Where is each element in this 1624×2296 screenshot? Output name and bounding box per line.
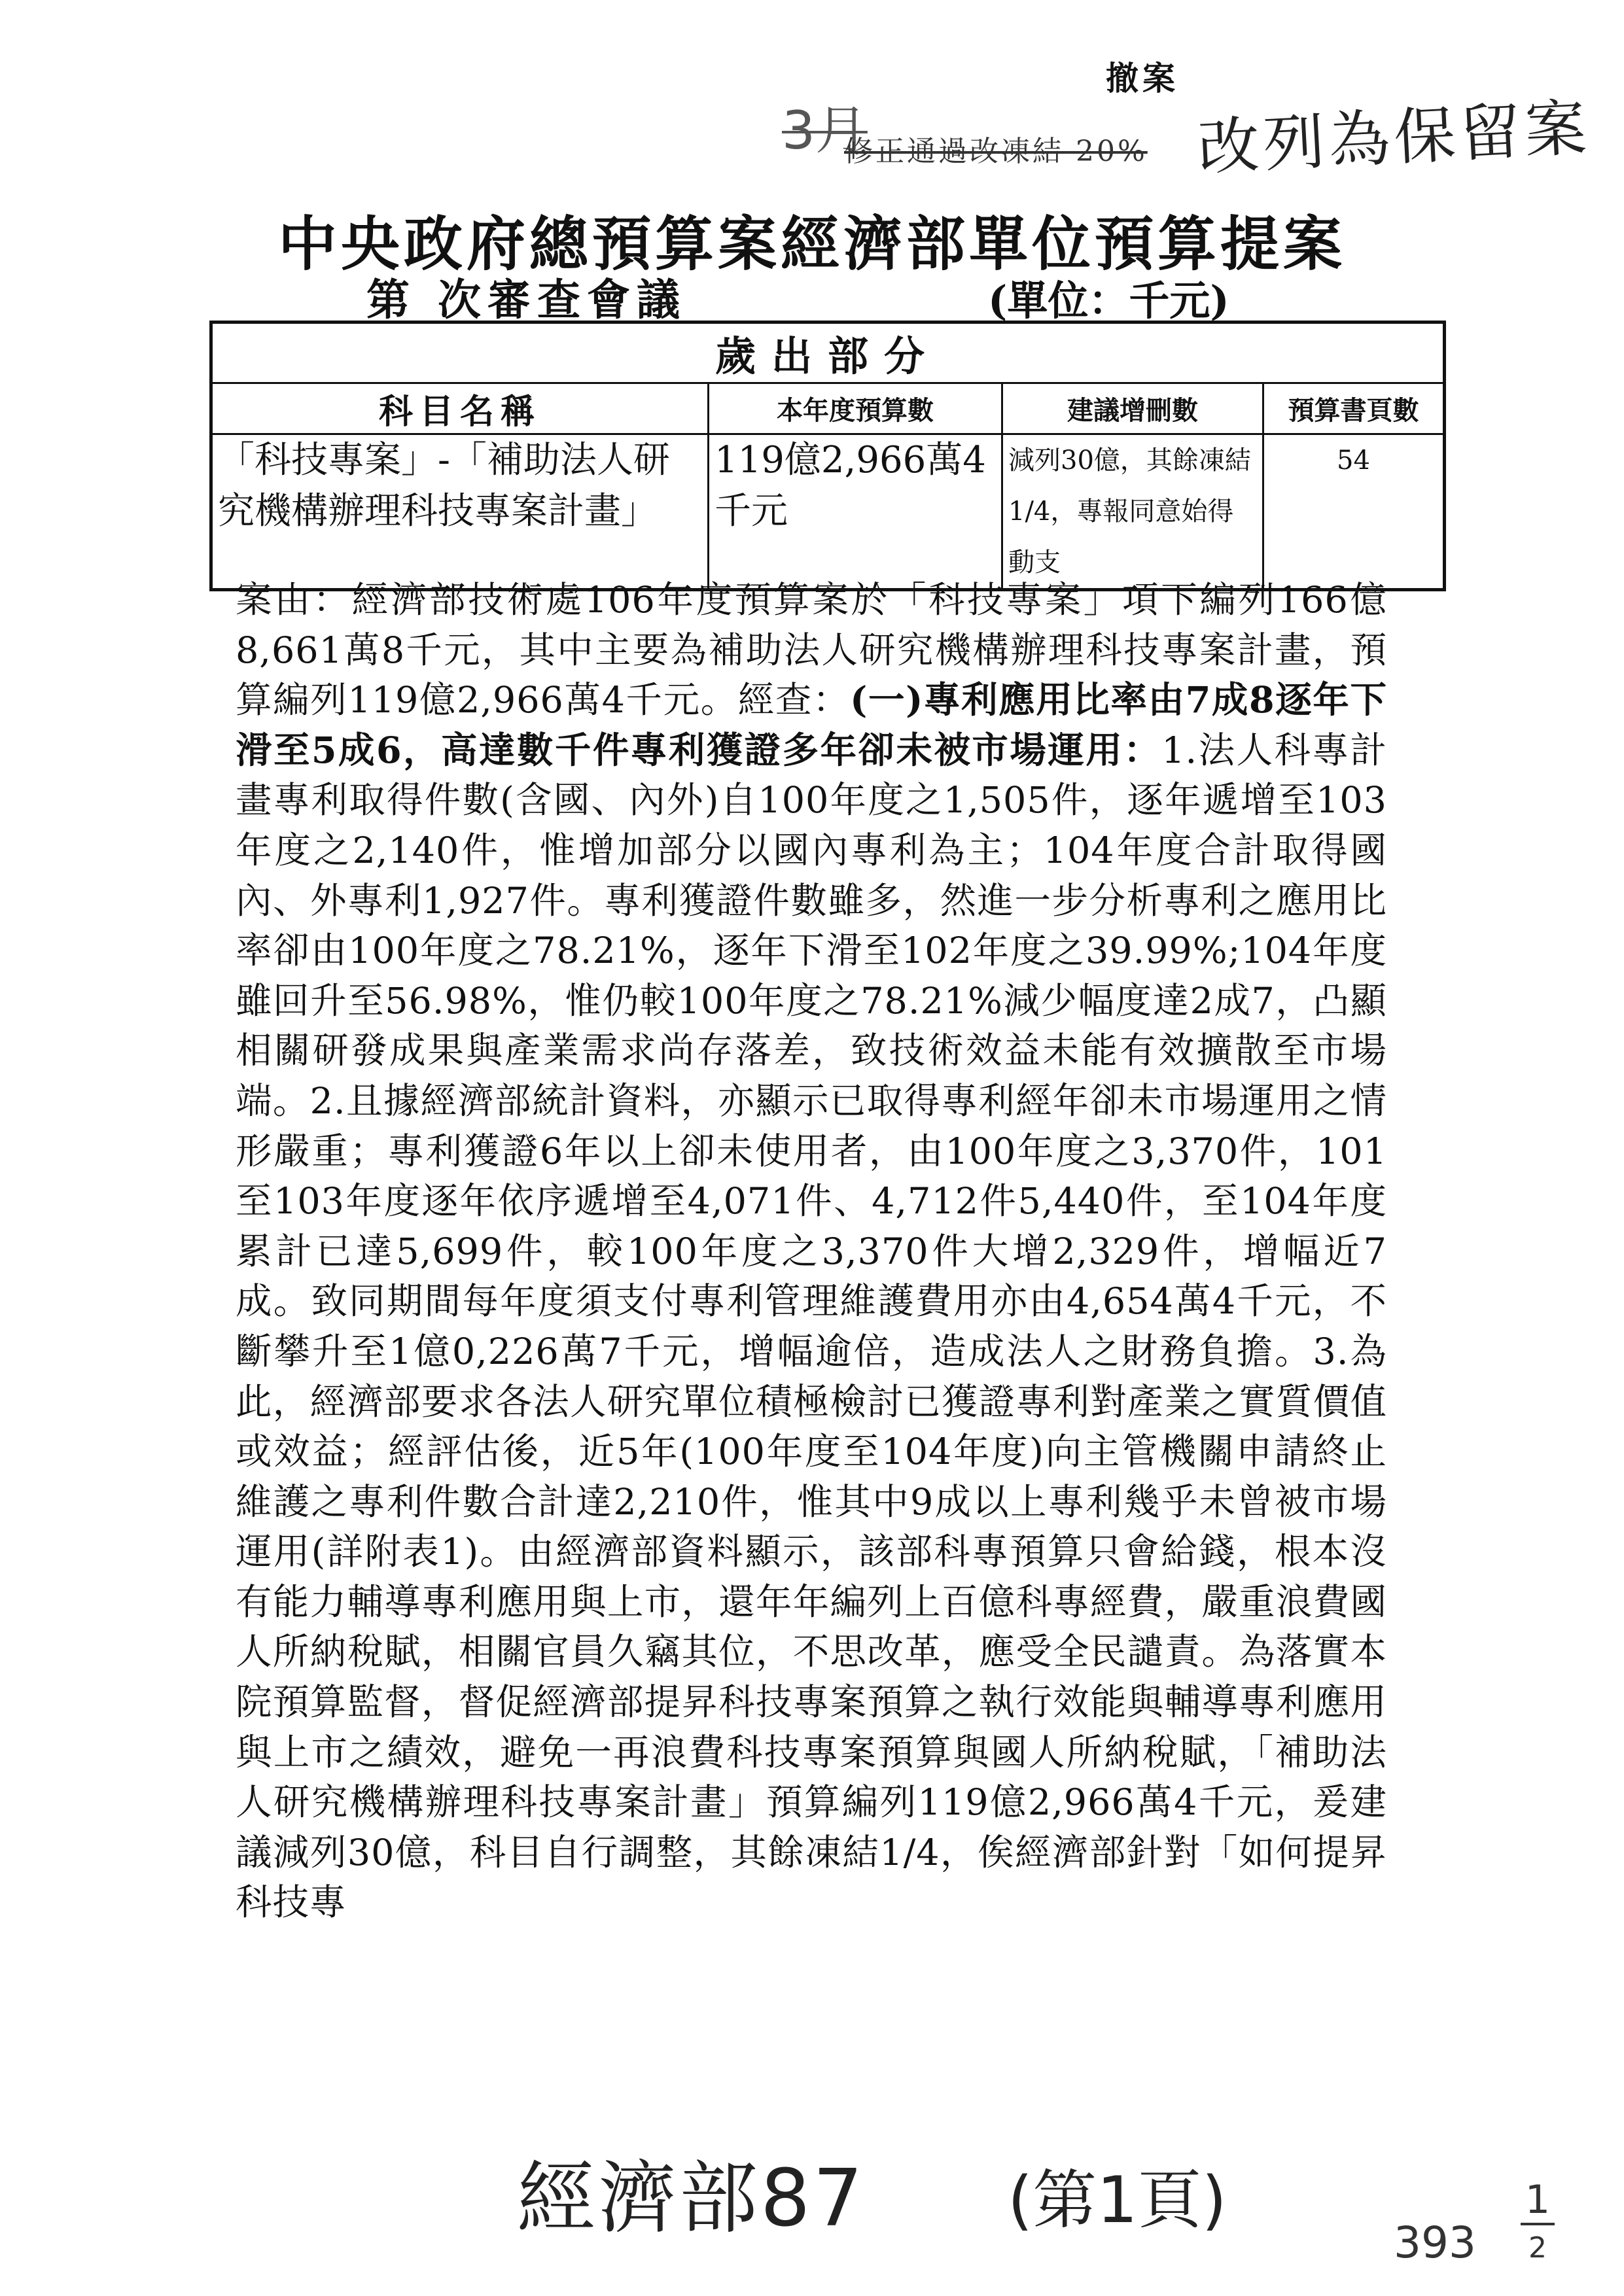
corner-fraction-top: 1 — [1525, 2177, 1551, 2223]
withdraw-stamp: 撤案 — [1106, 59, 1179, 97]
struck-mark: 3月 — [782, 100, 868, 161]
cell-item-name: 「科技專案」-「補助法人研究機構辦理科技專案計畫」 — [211, 434, 709, 590]
table-row — [211, 434, 1445, 590]
page-title: 中央政府總預算案經濟部單位預算提案 — [278, 209, 1346, 279]
handwritten-page-label: (第1頁) — [1008, 2163, 1227, 2238]
cell-budget-amount: 119億2,966萬4千元 — [709, 434, 1002, 590]
case-heading: (一)專利應用比率由7成8逐年下滑至5成6，高達數千件專利獲證多年卻未被市場運用： — [236, 679, 1387, 772]
case-content: 1.法人科專計畫專利取得件數(含國、內外)自100年度之1,505件，逐年遞增至103年度之2,140件，惟增加部分以國內專利為主；104年度合計取得國內、外專利1,927件。專利獲證件數雖多，然進一步分析專利之應用比率卻由100年度之78.21%，逐年下滑至102年度之39.99%;104年度雖回升至56.98%，惟仍較100年度之78.21%減少幅度達2成7，凸顯相關研發成果與產業需求尚存落差，致技術效益未能有效擴散至市場端。2.且據經濟部統計資料，亦顯示已取得專利經年卻未市場運用之情形嚴重；專利獲證6年以上卻未使用者，由100年度之3,370件，101至103年度逐年依序遞增至4,071件、4,712件5,440件，至104年度累計已達5,699件，較100年度之3,370件大增2,329件，增幅近7成。致同期間每年度須支付專利管理維護費用亦由4,654萬4千元，不斷攀升至1億0,226萬7千元，增幅逾倍，造成法人之財務負擔。3.為此，經濟部要求各法人研究單位積極檢討已獲證專利對產業之實質價值或效益；經評估後，近5年(100年度至104年度)向主管機關申請終止維護之專利件數合計達2,210件，惟其中9成以上專利幾乎未曾被市場運用(詳附表1)。由經濟部資料顯示，該部科專預算只會給錢，根本沒有能力輔導專利應用與上市，還年年編列上百億科專經費，嚴重浪費國人所納稅賦，相關官員久竊其位，不思改革，應受全民譴責。為落實本院預算監督，督促經濟部提昇科技專案預算之執行效能與輔導專利應用與上市之績效，避免一再浪費科技專案預算與國人所納稅賦，「補助法人研究機構辦理科技專案計畫」預算編列119億2,966萬4千元，爰建議減列30億，科目自行調整，其餘凍結1/4，俟經濟部針對「如何提昇科技專 — [236, 729, 1387, 1924]
handwritten-department-label: 經濟部87 — [517, 2153, 866, 2244]
header-page: 預算書頁數 — [1263, 383, 1445, 434]
handwritten-change-note: 改列為保留案 — [1196, 92, 1592, 184]
case-intro: 案由：經濟部技術處106年度預算案於「科技專案」項下編列166億8,661萬8千元，其中主要為補助法人研究機構辦理科技專案計畫，預算編列119億2,966萬4千元。經查： — [236, 579, 1387, 722]
corner-fraction-bottom: 2 — [1528, 2231, 1547, 2265]
corner-number: 393 — [1394, 2218, 1476, 2268]
case-body — [236, 576, 1387, 1928]
struck-amendment-text: 修正通過改凍結 20% — [844, 135, 1148, 168]
section-header: 歲出部分 — [211, 322, 1445, 383]
cell-page: 54 — [1263, 434, 1445, 590]
header-suggestion: 建議增刪數 — [1002, 383, 1263, 434]
meeting-subtitle: 第 次審查會議 — [366, 274, 686, 325]
corner-fraction — [1518, 2178, 1557, 2270]
header-budget-amount: 本年度預算數 — [709, 383, 1002, 434]
header-item-name: 科目名稱 — [211, 383, 709, 434]
unit-label: (單位：千元) — [988, 277, 1229, 324]
budget-table — [209, 321, 1446, 591]
fraction-bar — [1521, 2223, 1555, 2225]
cell-suggestion: 減列30億，其餘凍結1/4，專報同意始得動支 — [1002, 434, 1263, 590]
table-header-row — [211, 383, 1445, 434]
